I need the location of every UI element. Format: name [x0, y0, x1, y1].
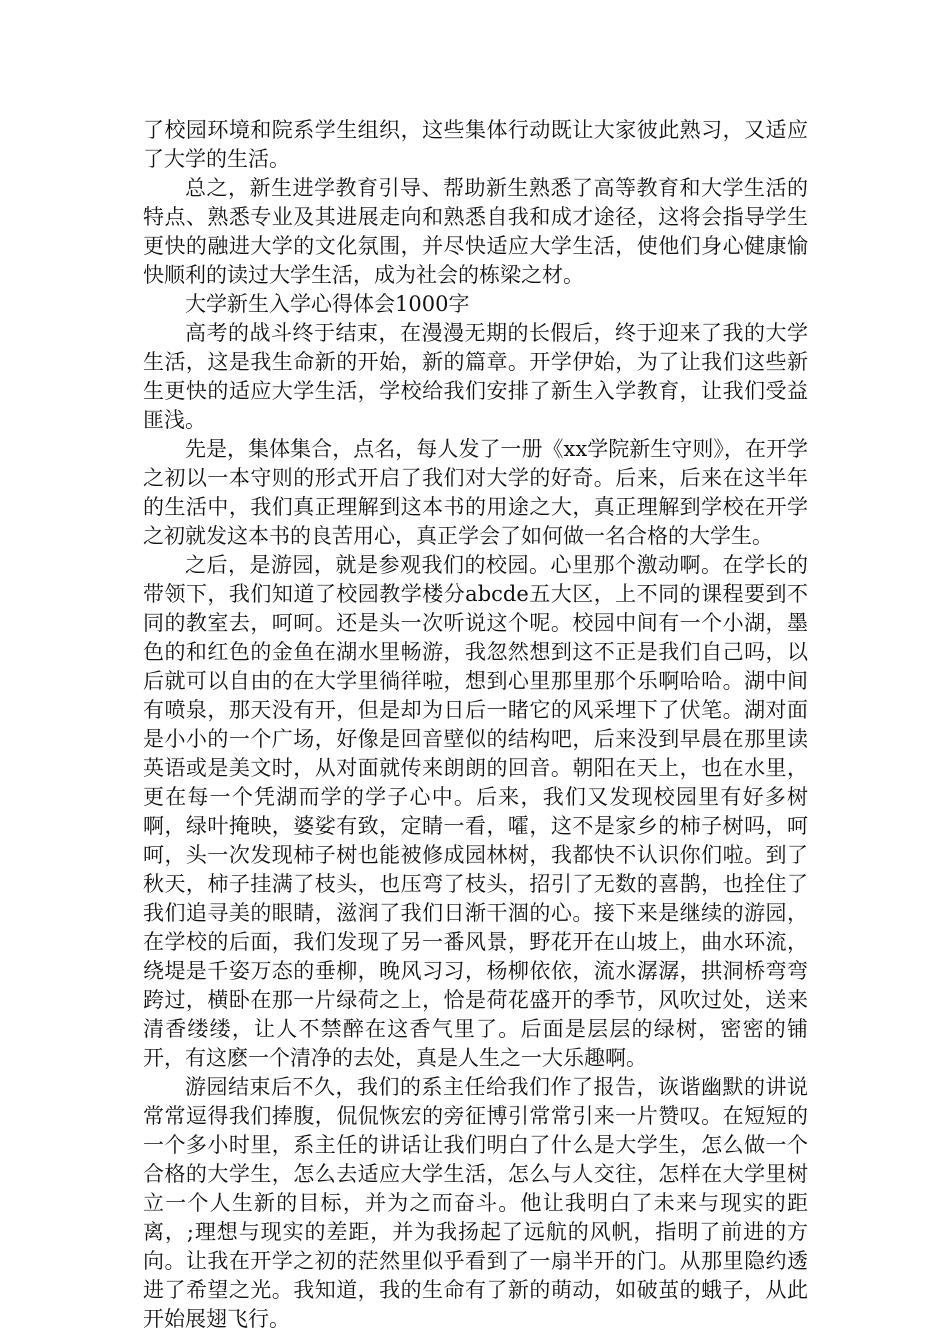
- paragraph-summary: 总之，新生进学教育引导、帮助新生熟悉了高等教育和大学生活的特点、熟悉专业及其进展走向和熟悉自我和成才途径，这将会指导学生更快的融进大学的文化氛围，并尽快适应大学生活，使他们身心健康愉快顺利的读过大学生活，成为社会的栋梁之材。: [143, 176, 808, 287]
- essay-title: 大学新生入学心得体会1000字: [185, 292, 470, 316]
- document-page: [143, 116, 808, 1334]
- paragraph-continued: 了校园环境和院系学生组织，这些集体行动既让大家彼此熟习，又适应了大学的生活。: [143, 118, 808, 171]
- paragraph-report: 游园结束后不久，我们的系主任给我们作了报告，诙谐幽默的讲说常常逗得我们捧腹，侃侃恢宏的旁征博引常常引来一片赞叹。在短短的一个多小时里，系主任的讲话让我们明白了什么是大学生，怎么做一个合格的大学生，怎么去适应大学生活，怎么与人交往，怎样在大学里树立一个人生新的目标，并为之而奋斗。他让我明白了未来与现实的距离，;理想与现实的差距，并为我扬起了远航的风帆，指明了前进的方向。让我在开学之初的茫然里似乎看到了一扇半开的门。从那里隐约透进了希望之光。我知道，我的生命有了新的萌动，如破茧的蛾子，从此开始展翅飞行。: [143, 1075, 808, 1331]
- paragraph-intro: 高考的战斗终于结束，在漫漫无期的长假后，终于迎来了我的大学生活，这是我生命新的开始，新的篇章。开学伊始，为了让我们这些新生更快的适应大学生活，学校给我们安排了新生入学教育，让我们受益匪浅。: [143, 321, 808, 432]
- paragraph-campus-tour: 之后，是游园，就是参观我们的校园。心里那个激动啊。在学长的带领下，我们知道了校园教学楼分abcde五大区，上不同的课程要到不同的教室去，呵呵。还是头一次听说这个呢。校园中间有一个小湖，墨色的和红色的金鱼在湖水里畅游，我忽然想到这不正是我们自己吗，以后就可以自由的在大学里徜徉啦，想到心里那里那个乐啊哈哈。湖中间有喷泉，那天没有开，但是却为日后一睹它的风采埋下了伏笔。湖对面是小小的一个广场，好像是回音壁似的结构吧，后来没到早晨在那里读英语或是美文时，从对面就传来朗朗的回音。朝阳在天上，也在水里，更在每一个凭湖而学的学子心中。后来，我们又发现校园里有好多树啊，绿叶掩映，婆娑有致，定睛一看，嚯，这不是家乡的柿子树吗，呵呵，头一次发现柿子树也能被修成园林树，我都快不认识你们啦。到了秋天，柿子挂满了枝头，也压弯了枝头，招引了无数的喜鹊，也拴住了我们追寻美的眼睛，滋润了我们日渐干涸的心。接下来是继续的游园，在学校的后面，我们发现了另一番风景，野花开在山坡上，曲水环流，绕堤是千姿万态的垂柳，晚风习习，杨柳依依，流水潺潺，拱洞桥弯弯跨过，横卧在那一片绿荷之上，恰是荷花盛开的季节，风吹过处，送来清香缕缕，让人不禁醉在这香气里了。后面是层层的绿树，密密的铺开，有这麽一个清净的去处，真是人生之一大乐趣啊。: [143, 553, 808, 1070]
- paragraph-handbook: 先是，集体集合，点名，每人发了一册《xx学院新生守则》，在开学之初以一本守则的形式开启了我们对大学的好奇。后来，后来在这半年的生活中，我们真正理解到这本书的用途之大，真正理解到学校在开学之初就发这本书的良苦用心，真正学会了如何做一名合格的大学生。: [143, 437, 808, 548]
